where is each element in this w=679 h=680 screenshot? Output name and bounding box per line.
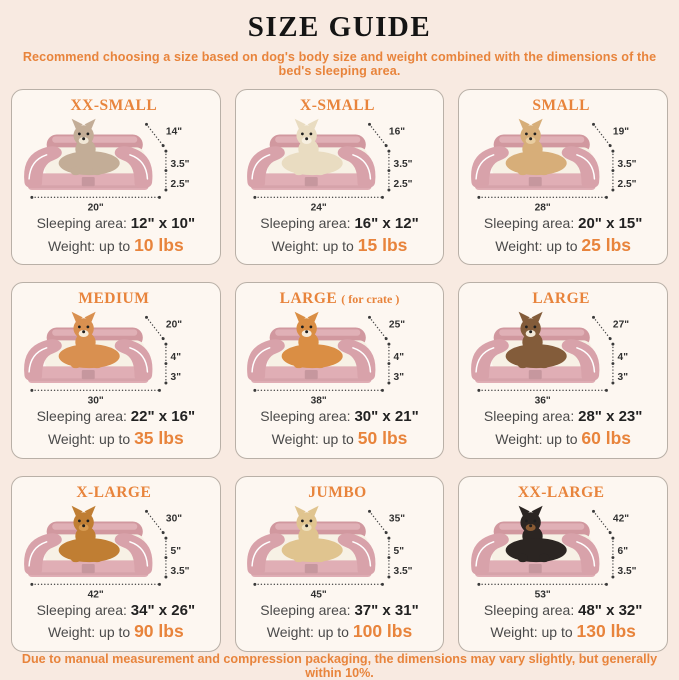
weight-value: 100 lbs (352, 621, 413, 641)
weight-value: 130 lbs (576, 621, 636, 641)
sleeping-area-value: 48" x 32" (578, 601, 643, 619)
bed-illustration (467, 116, 659, 214)
size-name (70, 97, 161, 115)
bed-bolster-highlight (499, 136, 584, 142)
depth-dimension: 20" (165, 319, 182, 331)
sleeping-area-value: 30" x 21" (354, 408, 419, 426)
size-card-xx-small (11, 89, 221, 265)
sleeping-area-line (37, 601, 195, 621)
base-height-dimension: 3" (394, 372, 405, 384)
bed-graphic (471, 312, 599, 383)
weight-line (48, 234, 184, 257)
sleeping-area-line (260, 214, 418, 234)
bed-illustration (20, 116, 212, 214)
bolster-height-dimension: 3.5" (170, 158, 190, 170)
bed-graphic (24, 119, 152, 190)
bed-tag (529, 370, 542, 379)
weight-line (272, 427, 408, 450)
sleeping-area-label: Sleeping area: (260, 408, 351, 425)
sleeping-area-value: 37" x 31" (354, 601, 419, 619)
page-subtitle: Recommend choosing a size based on dog's body size and weight combined with the dimensions of the bed's sleeping area. (22, 50, 657, 78)
bed-width-dimension: 24" (311, 202, 328, 214)
sleeping-area-label: Sleeping area: (483, 408, 575, 425)
bed-illustration (243, 309, 435, 407)
sleeping-area-value: 16" x 12" (354, 215, 419, 232)
size-name-suffix: ( for crate ) (341, 292, 400, 307)
size-name-text: SMALL (532, 97, 590, 114)
depth-dimension: 14" (165, 126, 182, 138)
size-card-medium (11, 282, 221, 458)
size-card-x-small (235, 89, 445, 265)
bed-width-dimension: 53" (534, 588, 551, 600)
sleeping-area-line (37, 214, 195, 234)
sleeping-area-label: Sleeping area: (36, 215, 127, 231)
weight-value: 90 lbs (134, 621, 184, 641)
size-card-small (458, 89, 668, 265)
size-name (78, 290, 153, 308)
bolster-height-dimension: 6" (617, 545, 629, 557)
size-card-jumbo (235, 476, 445, 652)
bed-graphic (24, 505, 152, 576)
weight-value: 60 lbs (581, 427, 632, 448)
bolster-height-dimension: 3.5" (617, 158, 637, 170)
sleeping-area-value: 22" x 16" (130, 408, 196, 426)
weight-label: Weight: up to (47, 430, 131, 447)
size-card-large-for-crate (235, 282, 445, 458)
size-name (280, 290, 400, 308)
bed-illustration (467, 309, 659, 407)
sleeping-area-label: Sleeping area: (260, 215, 351, 231)
bed-tag (305, 564, 318, 573)
size-name (532, 97, 594, 115)
bed-graphic (471, 119, 599, 190)
weight-value: 50 lbs (357, 427, 408, 448)
weight-line (490, 620, 636, 643)
size-name-text: LARGE (532, 290, 590, 308)
bed-graphic (24, 312, 152, 383)
weight-line (272, 234, 408, 257)
bed-graphic (248, 505, 376, 576)
weight-label: Weight: up to (266, 624, 349, 640)
weight-line (48, 427, 184, 450)
bed-bolster-highlight (499, 330, 584, 336)
sleeping-area-line (484, 601, 642, 621)
sleeping-area-label: Sleeping area: (483, 215, 575, 231)
bed-width-dimension: 20" (87, 202, 104, 214)
bolster-height-dimension: 4" (617, 352, 629, 364)
size-name (532, 290, 594, 308)
weight-line (495, 234, 631, 257)
bed-bolster-highlight (276, 136, 361, 142)
bolster-height-dimension: 5" (170, 545, 181, 557)
base-height-dimension: 2.5" (394, 179, 413, 191)
bolster-height-dimension: 3.5" (394, 158, 413, 170)
bed-tag (82, 177, 95, 186)
bed-bolster-highlight (276, 330, 361, 336)
weight-value: 15 lbs (357, 234, 408, 255)
weight-value: 35 lbs (134, 427, 184, 448)
weight-label: Weight: up to (47, 237, 131, 254)
bed-width-dimension: 45" (311, 588, 328, 600)
bed-illustration (243, 503, 435, 601)
base-height-dimension: 3.5" (170, 565, 190, 577)
weight-line (495, 427, 631, 450)
base-height-dimension: 3.5" (394, 565, 413, 577)
depth-dimension: 19" (613, 126, 630, 138)
base-height-dimension: 3.5" (617, 565, 637, 577)
depth-dimension: 35" (389, 512, 406, 524)
bed-illustration (243, 116, 435, 214)
base-height-dimension: 3" (617, 372, 629, 384)
bed-width-dimension: 36" (534, 395, 551, 407)
size-name-text: XX-LARGE (517, 483, 605, 501)
bed-width-dimension: 38" (311, 395, 328, 407)
bolster-height-dimension: 5" (394, 545, 405, 557)
weight-label: Weight: up to (495, 430, 578, 447)
page-title: SIZE GUIDE (247, 11, 432, 43)
size-card-large (458, 282, 668, 458)
sleeping-area-value: 34" x 26" (130, 601, 196, 619)
base-height-dimension: 2.5" (617, 179, 637, 191)
sleeping-area-line (260, 407, 418, 427)
size-card-xx-large (458, 476, 668, 652)
size-name (300, 97, 379, 115)
size-name-text: JUMBO (308, 483, 367, 501)
bed-tag (305, 370, 318, 379)
size-name (308, 484, 370, 502)
base-height-dimension: 2.5" (170, 179, 190, 191)
bed-width-dimension: 28" (534, 202, 551, 214)
sleeping-area-label: Sleeping area: (36, 601, 127, 618)
bed-bolster-highlight (52, 523, 137, 529)
sleeping-area-line (484, 407, 642, 427)
sleeping-area-label: Sleeping area: (483, 601, 575, 618)
size-card-x-large (11, 476, 221, 652)
size-name (518, 484, 609, 502)
bed-graphic (471, 505, 599, 576)
size-name (76, 484, 155, 502)
depth-dimension: 16" (389, 126, 406, 138)
bed-width-dimension: 30" (87, 395, 104, 407)
size-grid (0, 87, 679, 652)
size-name-text: LARGE (279, 290, 338, 308)
weight-label: Weight: up to (271, 430, 354, 447)
bolster-height-dimension: 4" (394, 352, 405, 364)
bed-tag (305, 177, 318, 186)
bed-tag (82, 370, 95, 379)
bed-bolster-highlight (52, 136, 137, 142)
depth-dimension: 25" (389, 319, 406, 331)
size-name-text: X-SMALL (300, 97, 375, 114)
sleeping-area-line (484, 214, 642, 234)
weight-label: Weight: up to (47, 624, 131, 640)
bed-tag (82, 564, 95, 573)
bed-bolster-highlight (52, 330, 137, 336)
bolster-height-dimension: 4" (170, 352, 181, 364)
depth-dimension: 30" (165, 512, 182, 524)
weight-value: 10 lbs (134, 234, 184, 255)
size-name-text: X-LARGE (76, 483, 152, 501)
depth-dimension: 42" (613, 512, 630, 524)
sleeping-area-value: 28" x 23" (578, 408, 643, 426)
bed-graphic (248, 312, 376, 383)
base-height-dimension: 3" (170, 372, 181, 384)
sleeping-area-value: 20" x 15" (578, 215, 643, 232)
page-footer: Due to manual measurement and compression packaging, the dimensions may vary slightly, but generally within 10%. (21, 651, 658, 680)
size-name-text: MEDIUM (78, 290, 150, 308)
bed-bolster-highlight (499, 523, 584, 529)
weight-line (267, 620, 413, 643)
bed-tag (529, 564, 542, 573)
weight-label: Weight: up to (490, 624, 573, 640)
weight-value: 25 lbs (581, 234, 632, 255)
size-name-text: XX-SMALL (70, 97, 158, 114)
bed-illustration (20, 503, 212, 601)
weight-line (48, 620, 184, 643)
bed-illustration (20, 309, 212, 407)
bed-tag (529, 177, 542, 186)
bed-graphic (248, 119, 376, 190)
weight-label: Weight: up to (495, 237, 578, 254)
sleeping-area-line (260, 601, 418, 621)
bed-illustration (467, 503, 659, 601)
sleeping-area-line (37, 407, 195, 427)
bed-bolster-highlight (276, 523, 361, 529)
depth-dimension: 27" (613, 319, 630, 331)
sleeping-area-label: Sleeping area: (36, 408, 127, 425)
sleeping-area-label: Sleeping area: (260, 601, 351, 618)
bed-width-dimension: 42" (87, 588, 104, 600)
weight-label: Weight: up to (271, 237, 354, 254)
sleeping-area-value: 12" x 10" (130, 215, 196, 232)
